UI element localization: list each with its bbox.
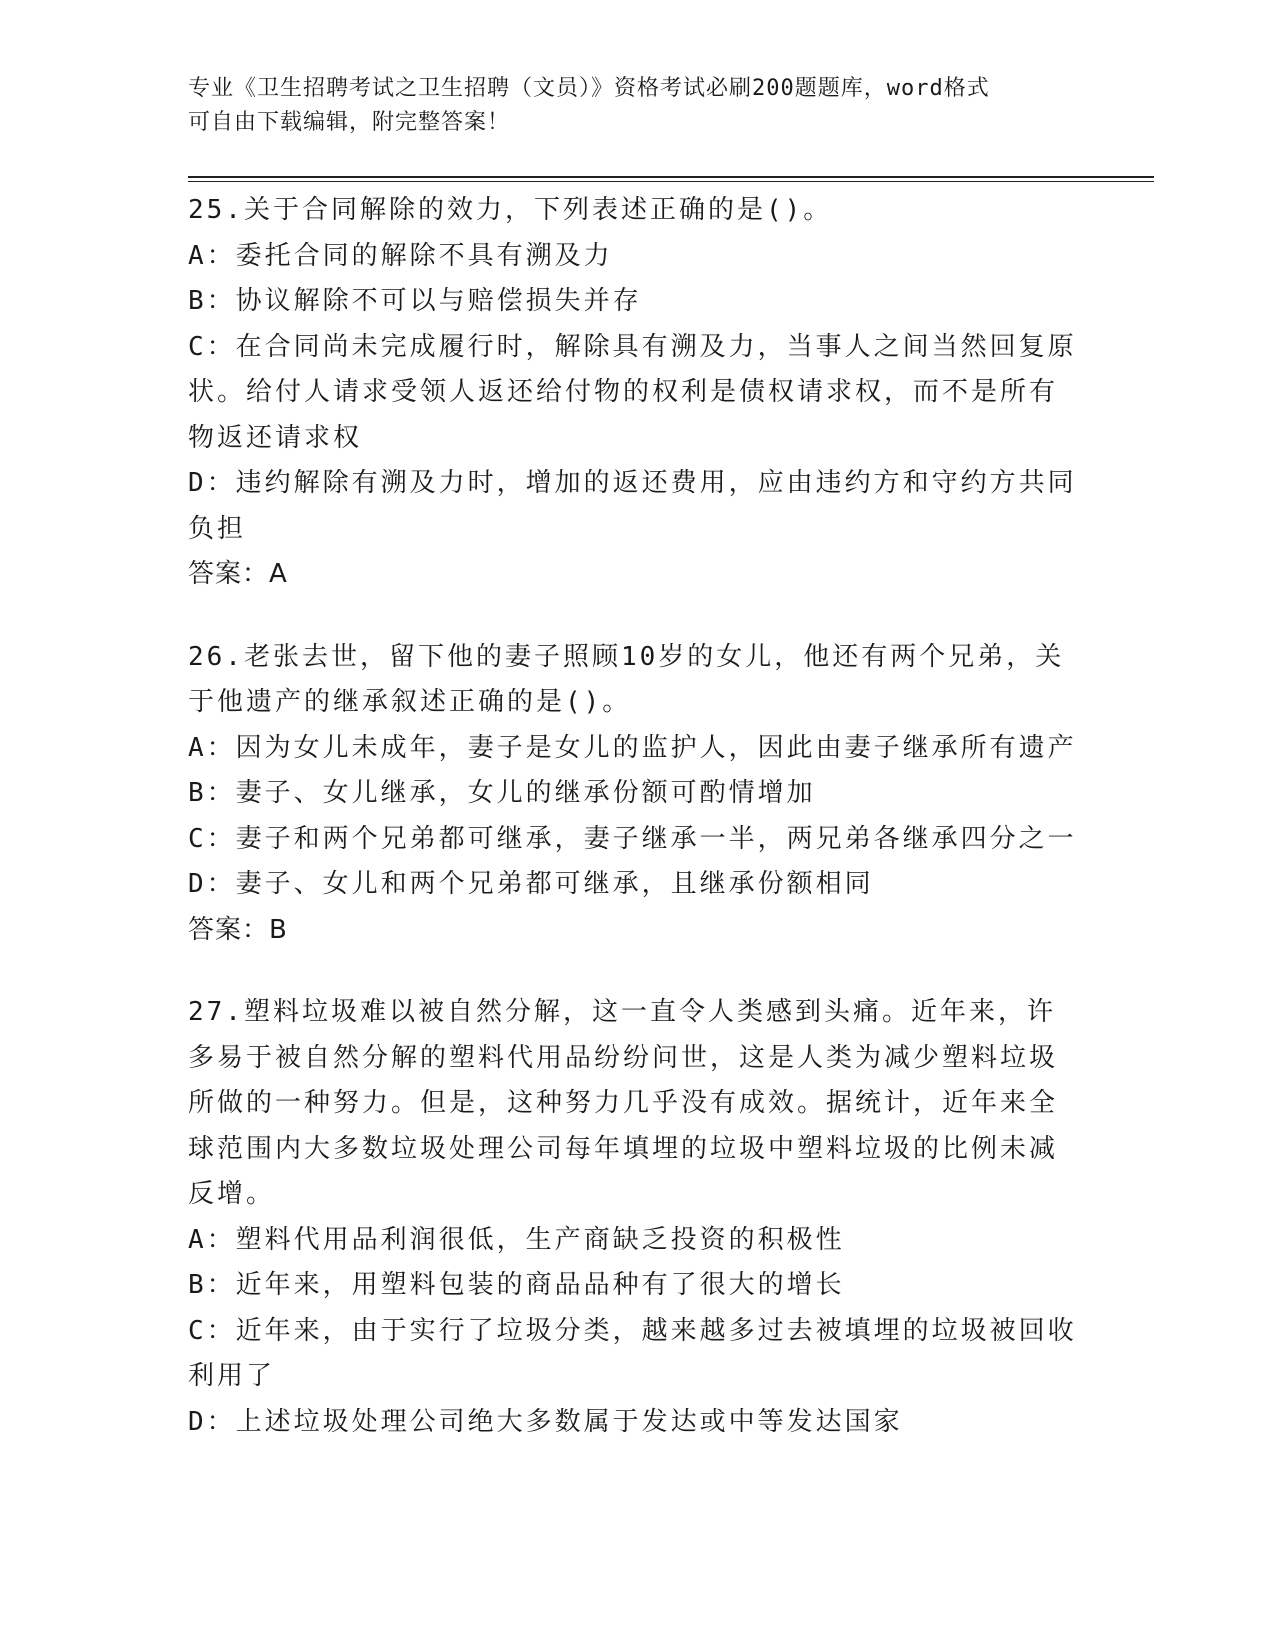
question-stem: 26.老张去世，留下他的妻子照顾10岁的女儿，他还有两个兄弟，关于他遗产的继承叙述正确的是()。 xyxy=(188,641,1065,717)
question-stem: 25.关于合同解除的效力，下列表述正确的是()。 xyxy=(188,195,833,225)
header-line-2: 可自由下载编辑，附完整答案！ xyxy=(188,110,511,135)
option-b: B：妻子、女儿继承，女儿的继承份额可酌情增加 xyxy=(188,778,816,808)
answer-text: 答案：A xyxy=(188,559,288,589)
header-line-1: 专业《卫生招聘考试之卫生招聘（文员）》资格考试必刷200题题库，word格式 xyxy=(188,76,990,101)
option-d: D：妻子、女儿和两个兄弟都可继承，且继承份额相同 xyxy=(188,869,874,899)
question-list xyxy=(188,188,1083,1482)
question-27 xyxy=(188,990,1083,1445)
option-a: A：塑料代用品利润很低，生产商缺乏投资的积极性 xyxy=(188,1224,845,1255)
option-a: A：因为女儿未成年，妻子是女儿的监护人，因此由妻子继承所有遗产 xyxy=(188,732,1077,763)
option-a: A：委托合同的解除不具有溯及力 xyxy=(188,240,613,271)
option-b: B：协议解除不可以与赔偿损失并存 xyxy=(188,286,642,316)
header-divider xyxy=(188,176,1154,182)
option-c: C：近年来，由于实行了垃圾分类，越来越多过去被填埋的垃圾被回收利用了 xyxy=(188,1315,1077,1391)
answer-text: 答案：B xyxy=(188,914,288,945)
question-26 xyxy=(188,635,1083,954)
question-stem: 27.塑料垃圾难以被自然分解，这一直令人类感到头痛。近年来，许多易于被自然分解的塑料代用品纷纷问世，这是人类为减少塑料垃圾所做的一种努力。但是，这种努力几乎没有成效。据统计，近年来全球范围内大多数垃圾处理公司每年填埋的垃圾中塑料垃圾的比例未减反增。 xyxy=(188,997,1059,1209)
option-c: C：在合同尚未完成履行时，解除具有溯及力，当事人之间当然回复原状。给付人请求受领人返还给付物的权利是债权请求权，而不是所有物返还请求权 xyxy=(188,331,1077,453)
option-b: B：近年来，用塑料包装的商品品种有了很大的增长 xyxy=(188,1270,845,1300)
option-c: C：妻子和两个兄弟都可继承，妻子继承一半，两兄弟各继承四分之一 xyxy=(188,823,1077,854)
document-header xyxy=(188,72,1068,140)
question-25 xyxy=(188,188,1083,598)
option-d: D：上述垃圾处理公司绝大多数属于发达或中等发达国家 xyxy=(188,1406,903,1437)
option-d: D：违约解除有溯及力时，增加的返还费用，应由违约方和守约方共同负担 xyxy=(188,468,1077,544)
